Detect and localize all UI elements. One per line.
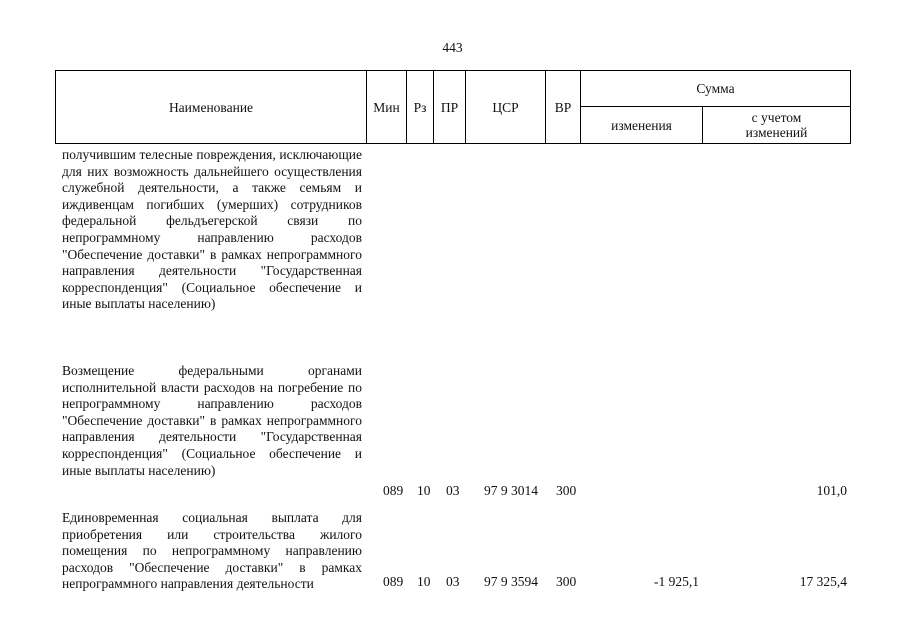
row-min: 089 [383,483,404,498]
header-bottom-border [55,143,851,144]
header-csr: ЦСР [492,99,519,115]
page-number: 443 [442,40,463,55]
row-vr: 300 [556,483,577,498]
header-rz: Рз [413,99,427,115]
row-vr: 300 [556,574,577,589]
header-sum: Сумма [696,81,735,96]
row-name: Возмещение федеральными органами исполнительной власти расходов на погребение по непрограммному направлению расходов "Обеспечение доставки" в рамках непрограммного направления деятельности "Государственная корреспонденция" (Социальное обеспечение и иные выплаты населению) [62,363,362,478]
row-min: 089 [383,574,404,589]
row-change: -1 925,1 [654,574,699,589]
header-change: изменения [611,117,672,133]
row-name: получившим телесные повреждения, исключающие для них возможность дальнейшего осуществления служебной деятельности, а также семьям и иждивенцам погибших (умерших) сотрудников федеральной фельдъегерской связи по непрограммному направлению расходов "Обеспечение доставки" в рамках непрограммного направления деятельности "Государственная корреспонденция" (Социальное обеспечение и иные выплаты населению) [62,147,362,312]
header-vr: ВР [554,99,572,115]
row-csr: 97 9 3014 [484,483,538,498]
header-with-changes: с учетом изменений [745,110,808,140]
header-right-border [850,70,851,144]
row-pr: 03 [446,483,460,498]
header-pr: ПР [440,99,459,115]
row-name: Единовременная социальная выплата для приобретения или строительства жилого помещения по непрограммному направлению расходов "Обеспечение доставки" в рамках непрограммного направления деятельности [62,510,362,592]
header-min: Мин [373,99,400,115]
header-name: Наименование [168,99,254,115]
row-total: 101,0 [816,483,847,498]
row-rz: 10 [417,574,431,589]
row-pr: 03 [446,574,460,589]
row-csr: 97 9 3594 [484,574,538,589]
row-total: 17 325,4 [799,574,847,589]
row-rz: 10 [417,483,431,498]
table-header [55,70,851,144]
